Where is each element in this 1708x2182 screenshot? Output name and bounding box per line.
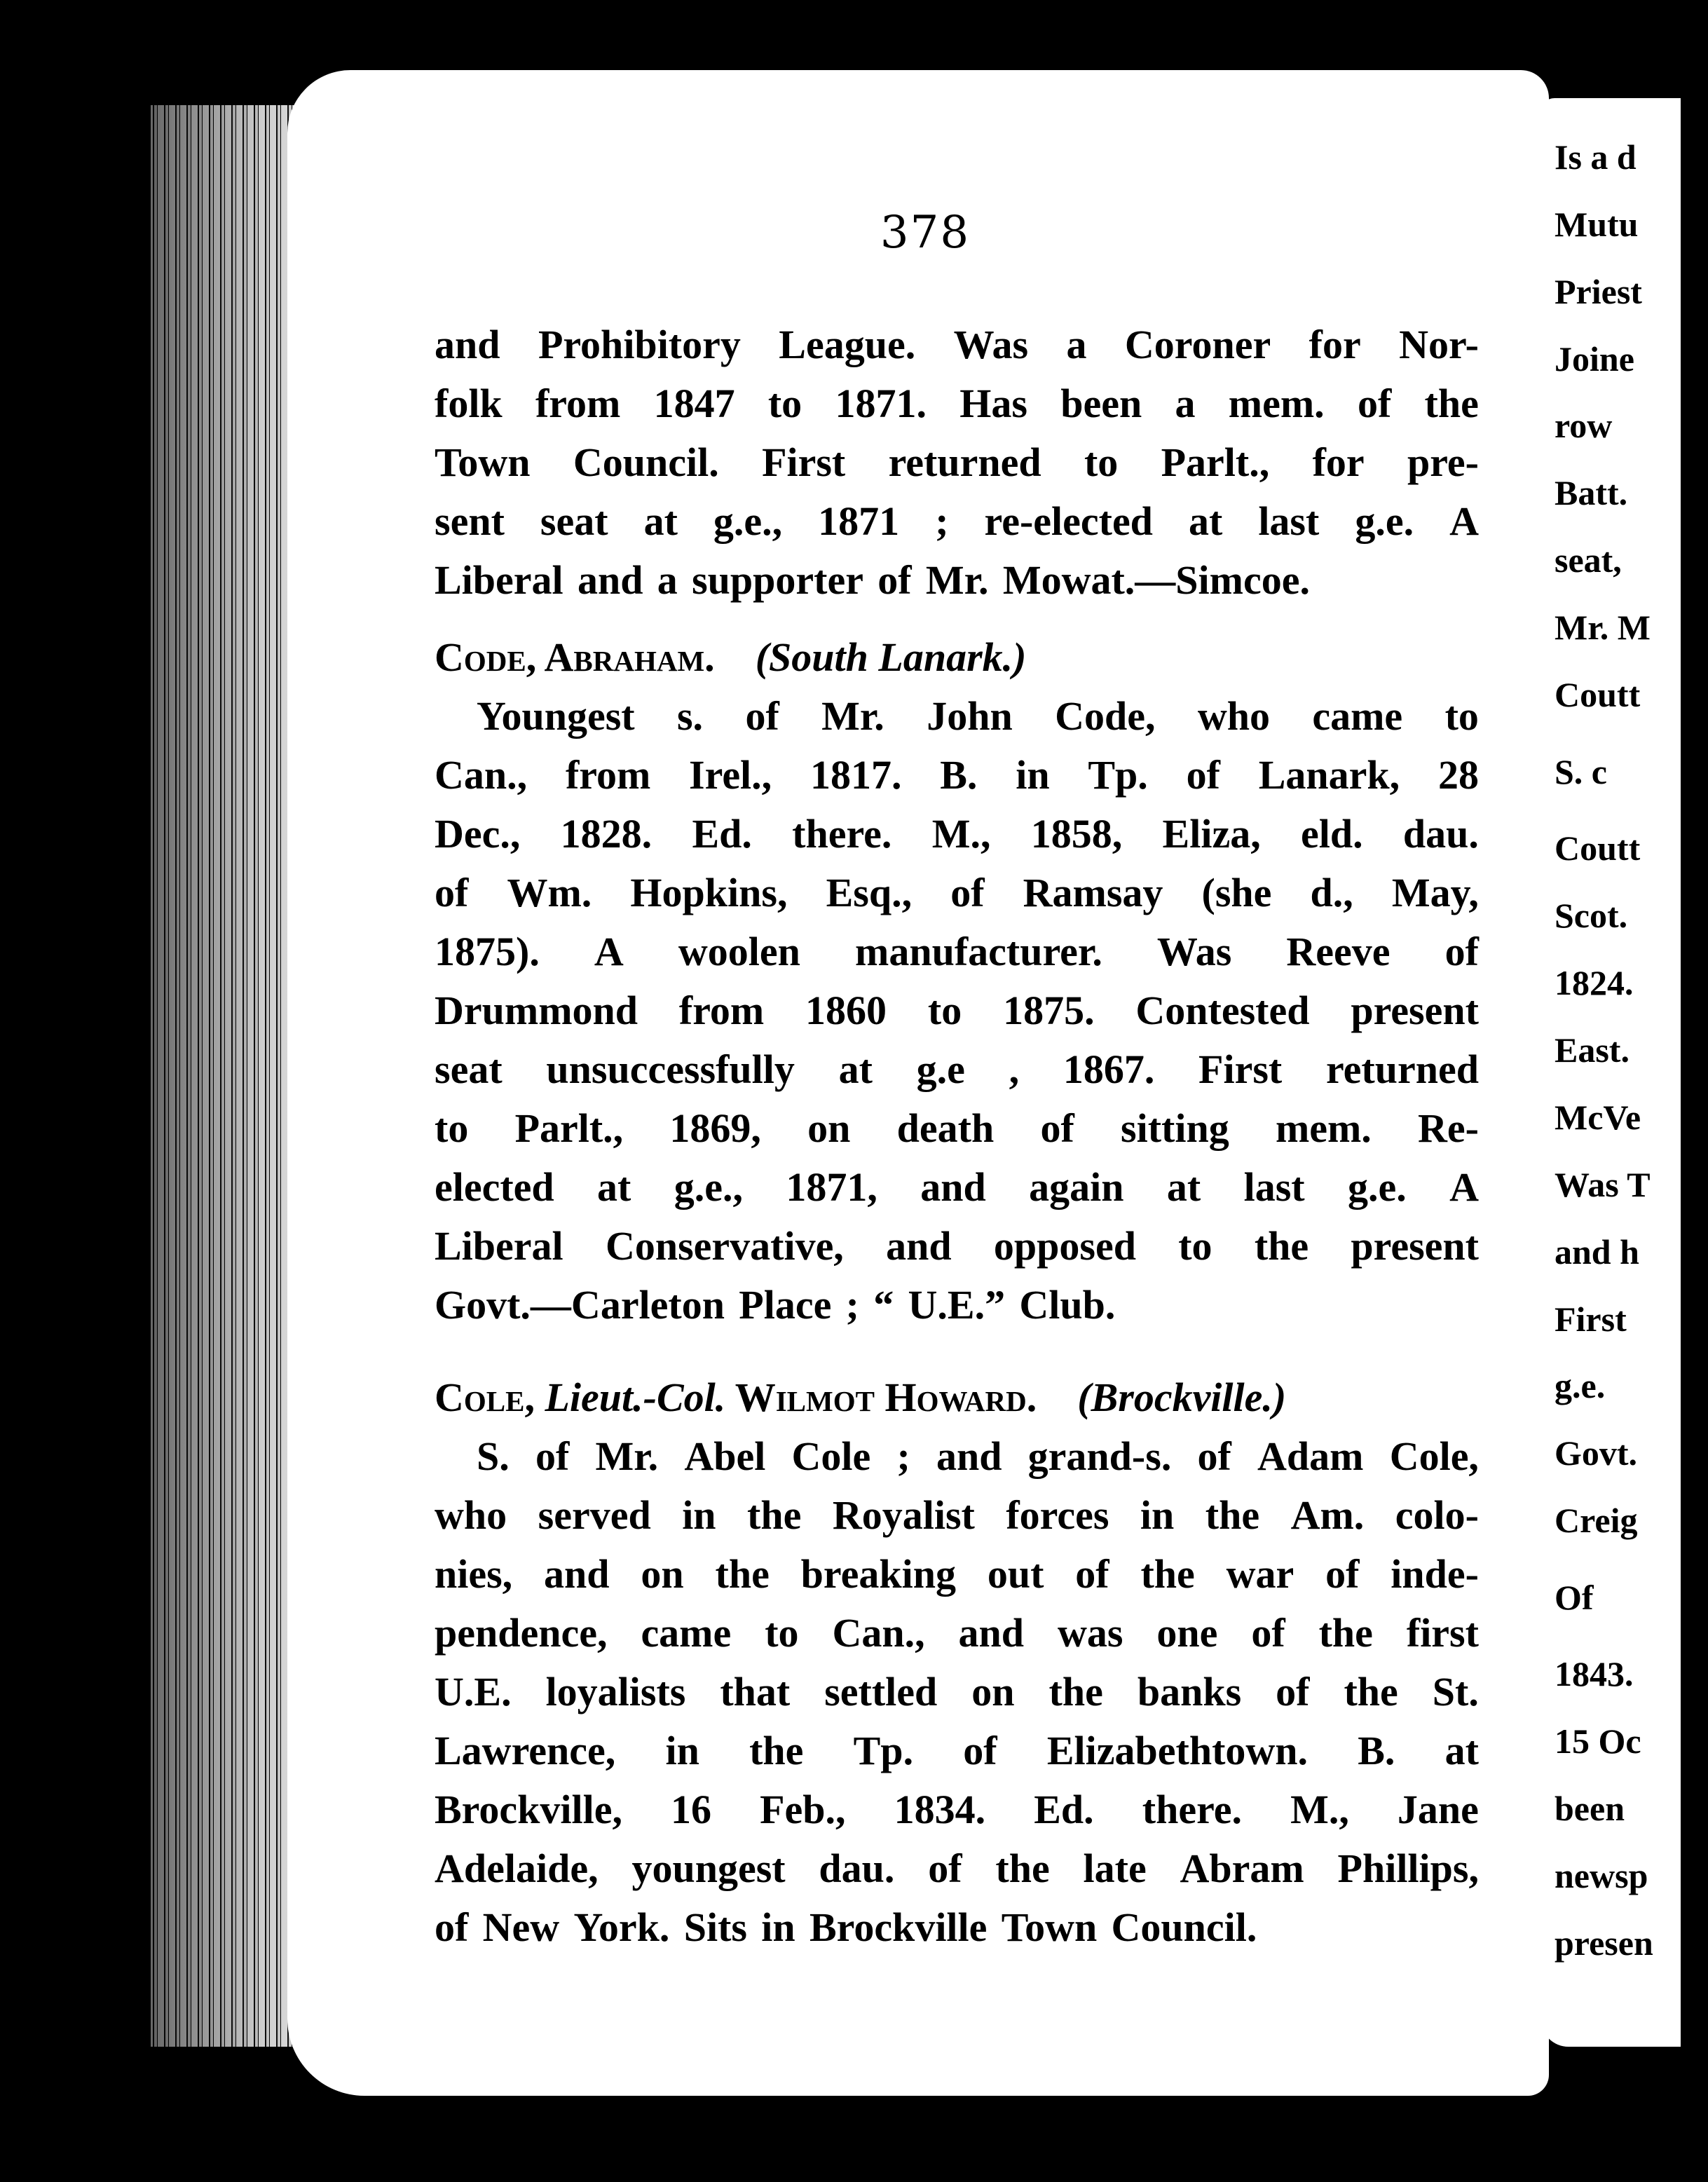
facing-page-text: First [1555, 1299, 1627, 1339]
text-line: nies, and on the breaking out of the war of inde- [435, 1551, 1479, 1597]
text-line: Lawrence, in the Tp. of Elizabethtown. B. at [435, 1728, 1479, 1773]
text-line: Youngest s. of Mr. John Code, who came to [477, 693, 1479, 739]
facing-page-text: Mutu [1555, 204, 1639, 244]
page-number: 378 [880, 207, 971, 259]
facing-page-edge [1540, 98, 1681, 2047]
text-line: of New York. Sits in Brockville Town Council. [435, 1904, 1257, 1950]
facing-page-text: 15 Oc [1555, 1721, 1641, 1761]
facing-page-text: Mr. M [1555, 608, 1651, 648]
facing-page-text: g.e. [1555, 1366, 1606, 1406]
facing-page-text: Coutt [1555, 829, 1641, 868]
text-line: seat unsuccessfully at g.e , 1867. First returned [435, 1046, 1479, 1092]
entry-heading-code [435, 628, 1479, 687]
text-line: elected at g.e., 1871, and again at last g.e. A [435, 1164, 1479, 1210]
text-line: to Parlt., 1869, on death of sitting mem. Re- [435, 1105, 1479, 1151]
facing-page-text: East. [1555, 1030, 1630, 1070]
facing-page-text: Scot. [1555, 896, 1628, 936]
facing-page-text: been [1555, 1789, 1625, 1829]
facing-page-text: 1843. [1555, 1654, 1634, 1694]
facing-page-text: newsp [1555, 1856, 1648, 1896]
member-rank: Lieut.-Col. [545, 1375, 726, 1420]
facing-page-text: Govt. [1555, 1433, 1638, 1473]
text-line: 1875). A woolen manufacturer. Was Reeve of [435, 929, 1479, 974]
text-line: Can., from Irel., 1817. B. in Tp. of Lanark, 28 [435, 752, 1479, 798]
constituency: (Brockville.) [1077, 1375, 1287, 1420]
facing-page-text: presen [1555, 1923, 1653, 1963]
text-line: who served in the Royalist forces in the Am. colo- [435, 1492, 1479, 1538]
facing-page-text: and h [1555, 1232, 1639, 1271]
facing-page-text: Of [1555, 1577, 1594, 1617]
facing-page-text: Priest [1555, 271, 1642, 311]
text-line: S. of Mr. Abel Cole ; and grand-s. of Adam Cole, [477, 1433, 1479, 1479]
facing-page-text: McVe [1555, 1097, 1641, 1137]
facing-page-text: 1824. [1555, 963, 1634, 1002]
member-name: Wilmot Howard. [735, 1375, 1037, 1420]
facing-page-text: S. c [1555, 751, 1607, 791]
text-line: folk from 1847 to 1871. Has been a mem. of the [435, 381, 1479, 426]
text-line: sent seat at g.e., 1871 ; re-elected at last g.e. A [435, 498, 1479, 544]
entry-heading-cole [435, 1368, 1479, 1427]
text-line: and Prohibitory League. Was a Coroner for Nor- [435, 322, 1479, 367]
text-line: Drummond from 1860 to 1875. Contested present [435, 988, 1479, 1033]
facing-page-text: Joine [1555, 339, 1634, 379]
member-surname: Cole, [435, 1375, 535, 1420]
text-line: Liberal and a supporter of Mr. Mowat.—Simcoe. [435, 557, 1310, 603]
facing-page-text: Is a d [1555, 137, 1637, 177]
facing-page-text: Creig [1555, 1501, 1638, 1541]
constituency: (South Lanark.) [755, 634, 1027, 680]
text-line: U.E. loyalists that settled on the banks of the St. [435, 1669, 1479, 1714]
text-line: Town Council. First returned to Parlt., for pre- [435, 439, 1479, 485]
facing-page-text: Coutt [1555, 675, 1641, 714]
text-line: Govt.—Carleton Place ; “ U.E.” Club. [435, 1282, 1116, 1328]
text-line: Adelaide, youngest dau. of the late Abram Phillips, [435, 1846, 1479, 1891]
facing-page-text: Batt. [1555, 473, 1628, 513]
facing-page-text: Was T [1555, 1164, 1651, 1204]
text-line: pendence, came to Can., and was one of the first [435, 1610, 1479, 1656]
facing-page-text: row [1555, 406, 1613, 446]
text-line: of Wm. Hopkins, Esq., of Ramsay (she d., May, [435, 870, 1479, 915]
facing-page-text: seat, [1555, 540, 1622, 580]
text-line: Brockville, 16 Feb., 1834. Ed. there. M., Jane [435, 1787, 1479, 1832]
page-body [435, 315, 1479, 1957]
text-line: Dec., 1828. Ed. there. M., 1858, Eliza, eld. dau. [435, 811, 1479, 857]
member-name: Code, Abraham. [435, 634, 715, 680]
text-line: Liberal Conservative, and opposed to the present [435, 1223, 1479, 1269]
